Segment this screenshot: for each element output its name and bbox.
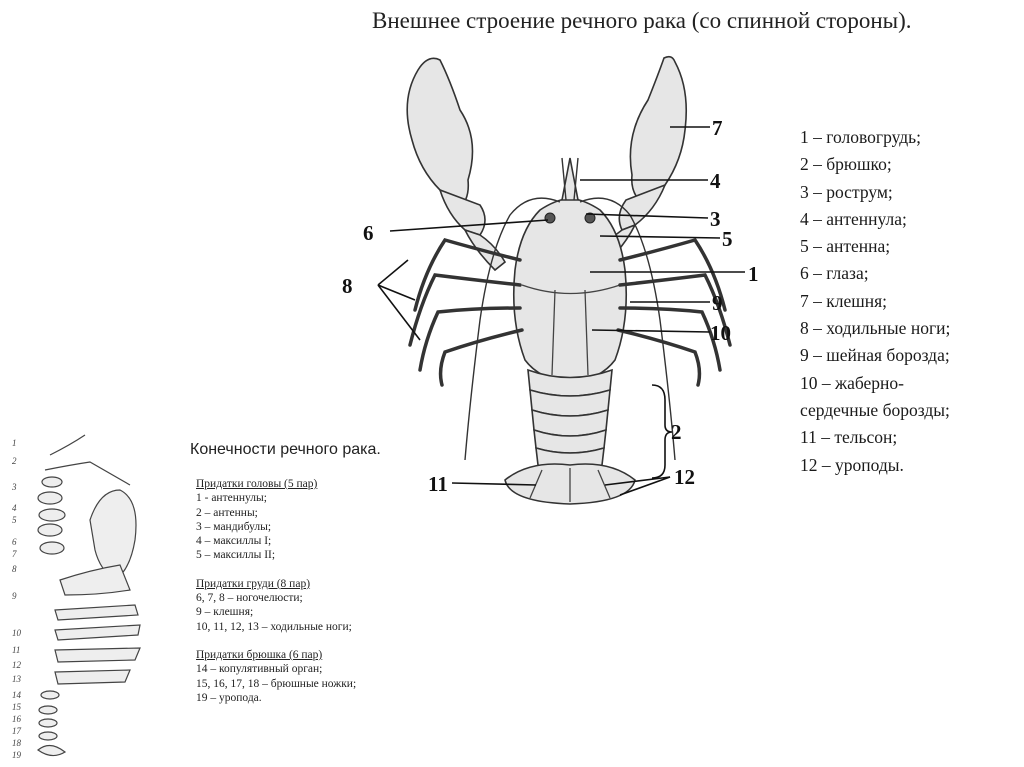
group-item: 10, 11, 12, 13 – ходильные ноги; (196, 620, 352, 633)
legend-item: 1 – головогрудь; (800, 127, 921, 147)
appendage-number: 7 (12, 549, 17, 559)
label-12: 12 (674, 465, 695, 489)
crayfish-dorsal-illustration (330, 40, 780, 510)
label-11: 11 (428, 472, 448, 496)
group-item: 2 – антенны; (196, 506, 258, 519)
group-heading: Придатки головы (5 пар) (196, 478, 318, 490)
label-8: 8 (342, 274, 353, 298)
legend-item: 11 – тельсон; (800, 427, 898, 448)
group-item: 14 – копулятивный орган; (196, 663, 323, 676)
group-item: 9 – клешня; (196, 606, 254, 619)
appendages-list (196, 477, 436, 705)
label-10: 10 (710, 321, 731, 345)
label-5: 5 (722, 227, 733, 251)
appendage-number: 10 (12, 628, 21, 638)
appendages-illustration (30, 420, 190, 765)
appendage-number: 11 (12, 645, 21, 655)
figure-title: Внешнее строение речного рака (со спинной стороны). (372, 8, 912, 33)
group-item: 4 – максиллы I; (196, 535, 272, 548)
appendages-title: Конечности речного рака. (190, 441, 381, 458)
label-1: 1 (748, 262, 759, 286)
group-heading: Придатки груди (8 пар) (196, 577, 311, 590)
appendage-number: 12 (12, 660, 21, 670)
group-item: 1 - антеннулы; (196, 492, 267, 505)
appendage-number: 8 (12, 564, 17, 574)
legend-item: 8 – ходильные ноги; (800, 318, 951, 339)
appendage-number: 15 (12, 702, 21, 712)
legend-item: сердечные борозды; (800, 399, 950, 420)
label-6: 6 (363, 221, 374, 245)
appendage-number: 5 (12, 515, 17, 525)
legend-item: 9 – шейная борозда; (800, 345, 950, 366)
appendage-number: 1 (12, 438, 17, 448)
legend-item: 3 – рострум; (800, 181, 893, 202)
appendage-number: 2 (12, 456, 17, 466)
legend-item: 10 – жаберно- (800, 372, 904, 393)
appendage-number: 13 (12, 674, 21, 684)
spacer (196, 634, 436, 648)
appendage-number: 6 (12, 537, 17, 547)
legend (800, 124, 1022, 479)
appendage-number: 9 (12, 591, 17, 601)
legend-item: 5 – антенна; (800, 236, 891, 257)
legend-item: 2 – брюшко; (800, 154, 892, 175)
label-3: 3 (710, 207, 721, 231)
appendage-number: 3 (12, 482, 17, 492)
legend-item: 6 – глаза; (800, 263, 869, 284)
group-item: 3 – мандибулы; (196, 520, 272, 533)
legend-item: 4 – антеннула; (800, 208, 907, 229)
label-9: 9 (712, 291, 723, 315)
appendage-number: 19 (12, 750, 21, 760)
group-heading: Придатки брюшка (6 пар) (196, 648, 323, 661)
group-item: 19 – уропода. (196, 691, 262, 704)
label-2: 2 (671, 420, 682, 444)
legend-item: 12 – уроподы. (800, 454, 904, 475)
appendage-number: 16 (12, 714, 21, 724)
appendage-number: 18 (12, 738, 21, 748)
appendage-number: 4 (12, 503, 17, 513)
label-7: 7 (712, 116, 723, 140)
label-4: 4 (710, 169, 721, 193)
appendage-number: 14 (12, 690, 21, 700)
group-item: 5 – максиллы II; (196, 549, 276, 562)
group-item: 15, 16, 17, 18 – брюшные ножки; (196, 677, 357, 690)
appendage-number: 17 (12, 726, 21, 736)
group-item: 6, 7, 8 – ногочелюсти; (196, 592, 303, 605)
spacer (196, 563, 436, 577)
legend-item: 7 – клешня; (800, 290, 888, 311)
